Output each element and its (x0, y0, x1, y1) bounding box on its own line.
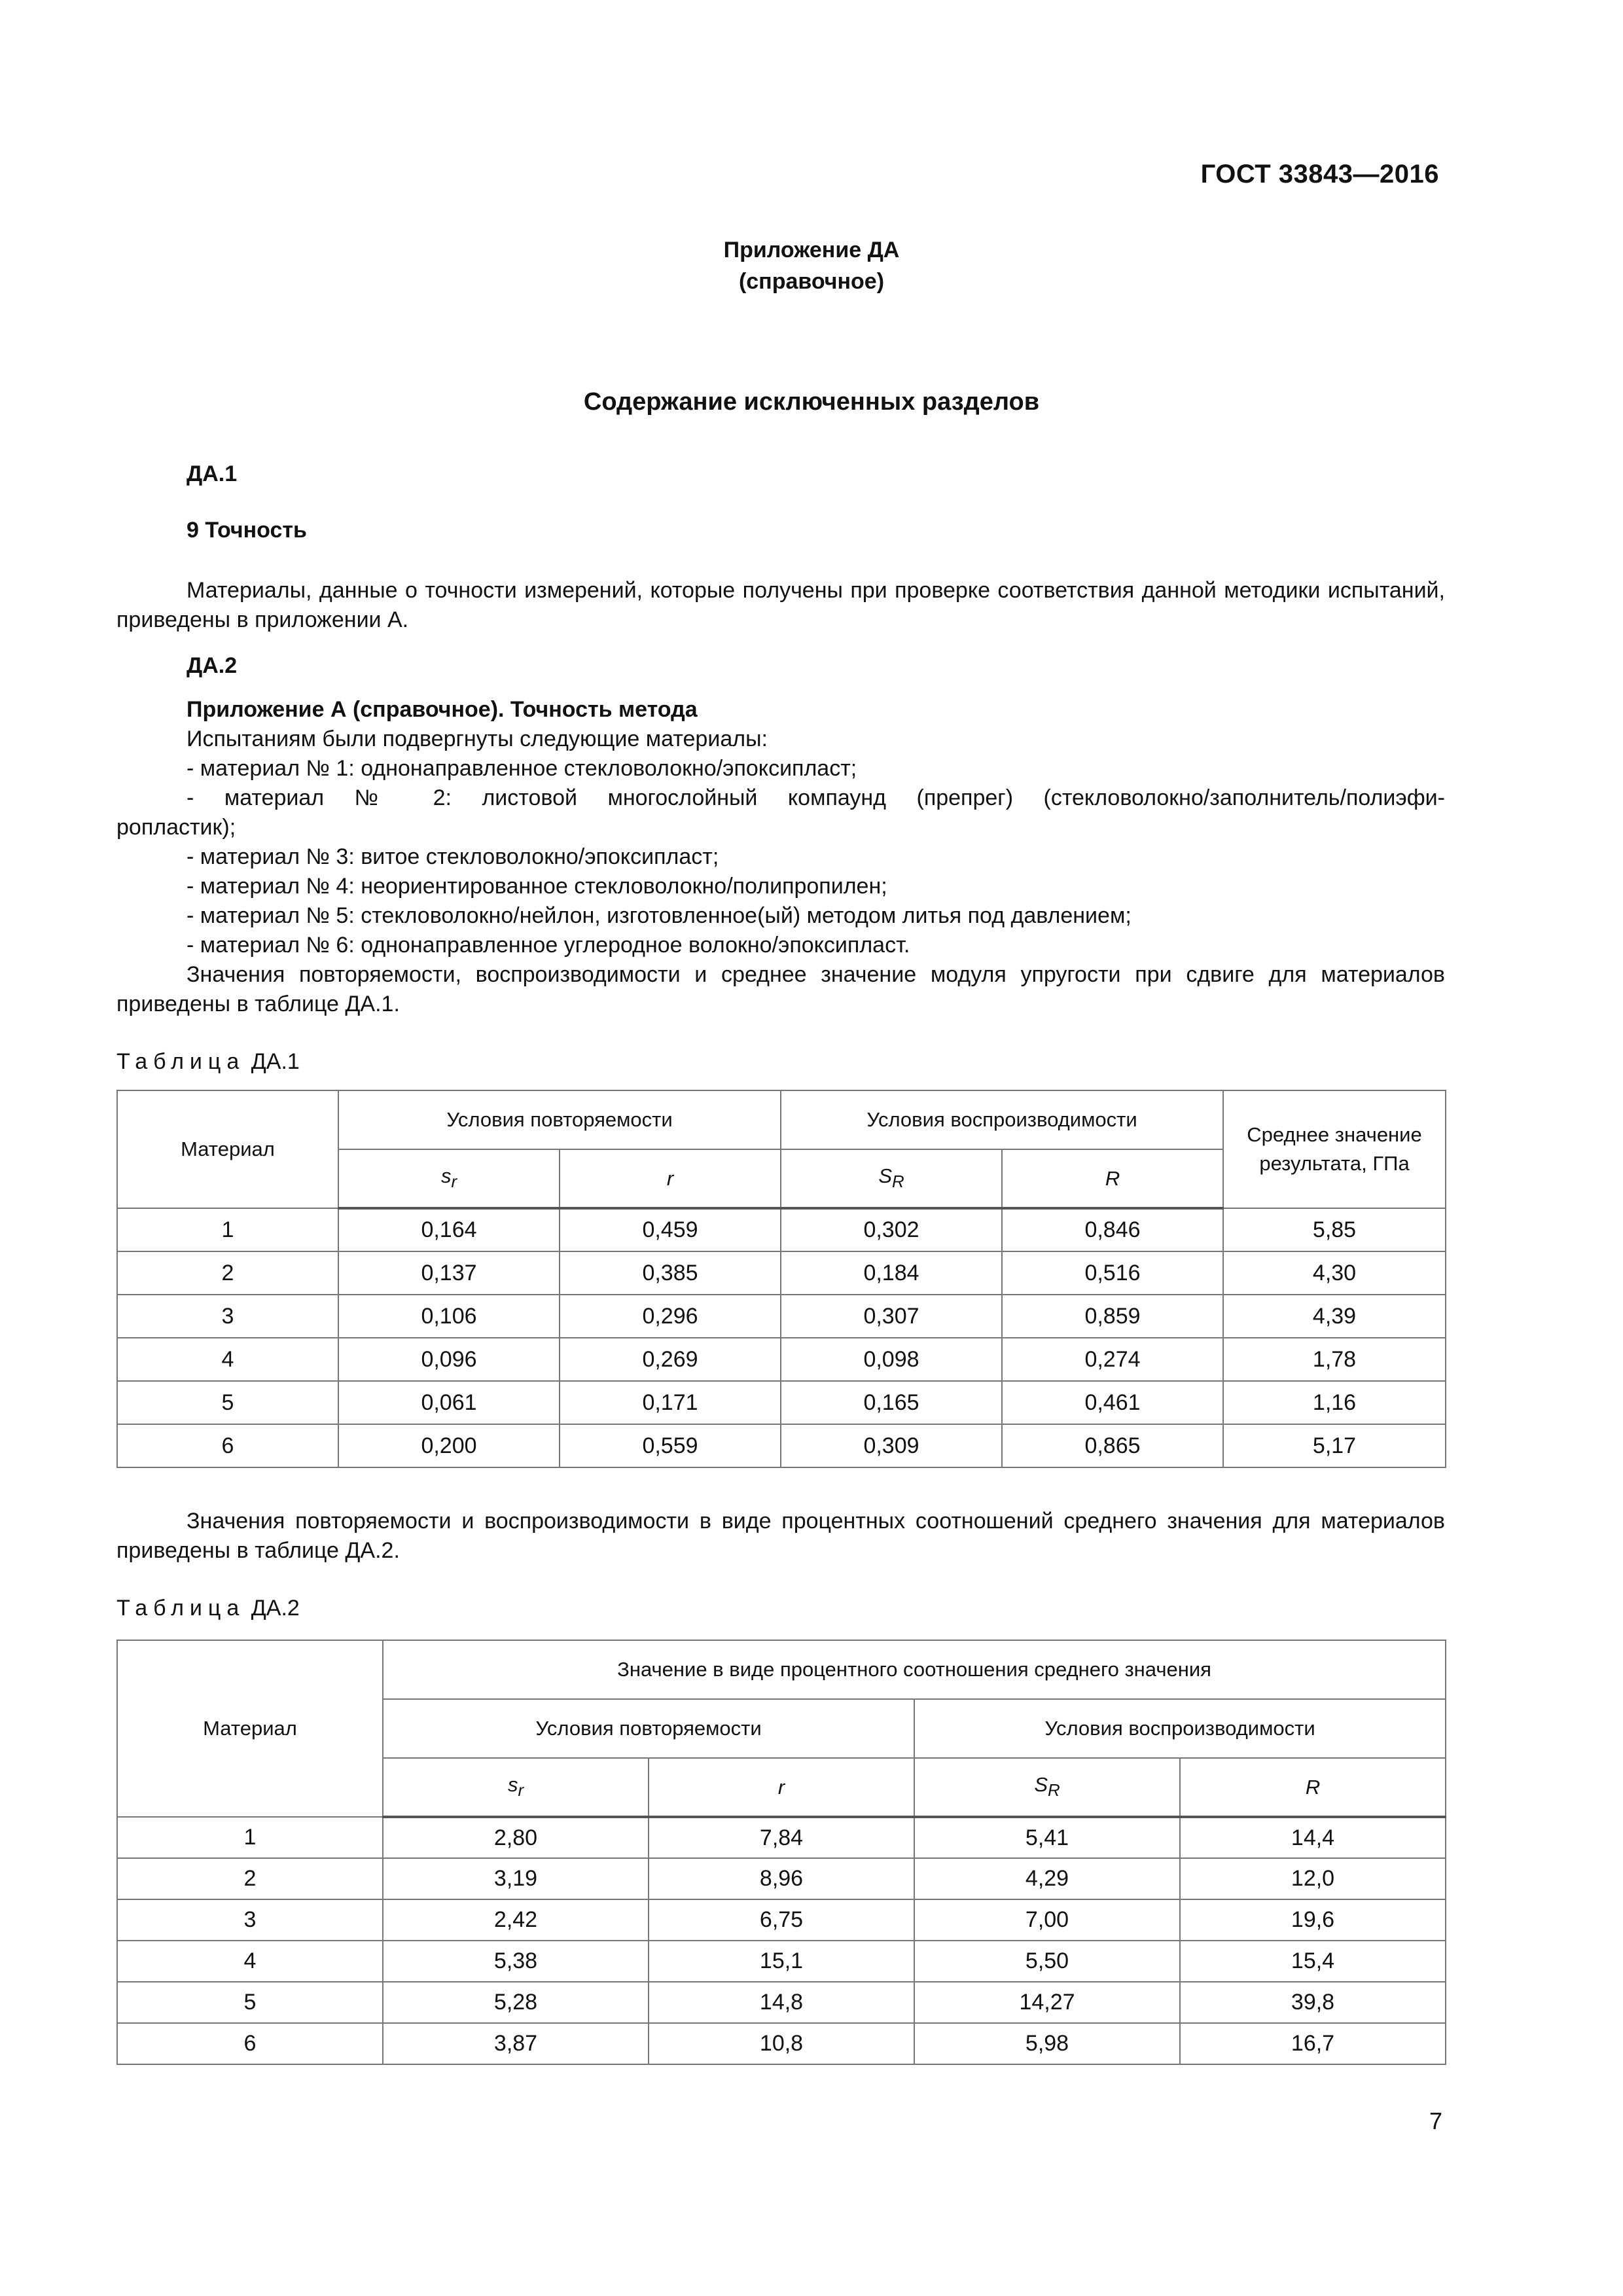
table-row (117, 1208, 1446, 1251)
value-cell: 4,29 (914, 1858, 1180, 1899)
table1-body (117, 1208, 1446, 1467)
value-cell: 0,165 (781, 1381, 1002, 1424)
standard-number: ГОСТ 33843—2016 (1200, 160, 1439, 188)
value-cell: 0,137 (338, 1251, 560, 1295)
table1-header-row-1 (117, 1090, 1446, 1149)
table2-header-r: r (649, 1758, 914, 1817)
table1-header-sr (338, 1149, 560, 1208)
table2-body (117, 1817, 1446, 2064)
value-cell: 5,28 (383, 1982, 649, 2023)
sr-subscript: r (451, 1173, 457, 1192)
value-cell: 3,19 (383, 1858, 649, 1899)
page-number: 7 (1429, 2108, 1442, 2134)
value-cell: 0,171 (560, 1381, 781, 1424)
value-cell: 0,274 (1002, 1338, 1223, 1381)
table-row (117, 1982, 1446, 2023)
value-cell: 0,302 (781, 1208, 1002, 1251)
value-cell: 0,098 (781, 1338, 1002, 1381)
value-cell: 6,75 (649, 1899, 914, 1941)
value-cell: 4,39 (1223, 1295, 1446, 1338)
value-cell: 5,50 (914, 1941, 1180, 1982)
material-item-4: - материал № 4: неориентированное стекловолокно/полипропилен; (187, 874, 887, 899)
value-cell: 2,42 (383, 1899, 649, 1941)
table-row (117, 1941, 1446, 1982)
material-item-2: - материал № 2: листовой многослойный компаунд (препрег) (стекловолокно/заполнитель/полиэфи- (187, 785, 1445, 810)
material-cell: 4 (117, 1941, 383, 1982)
SR-symbol: S (1034, 1773, 1048, 1797)
material-cell: 3 (117, 1295, 338, 1338)
SR-subscript: R (892, 1173, 904, 1192)
value-cell: 5,41 (914, 1817, 1180, 1858)
table2-header-R: R (1180, 1758, 1446, 1817)
table2-header-row-1 (117, 1640, 1446, 1699)
material-item-6: - материал № 6: однонаправленное углеродное волокно/эпоксипласт. (187, 933, 910, 958)
value-cell: 3,87 (383, 2023, 649, 2064)
material-item-5: - материал № 5: стекловолокно/нейлон, изготовленное(ый) методом литья под давлением; (187, 903, 1132, 928)
table1-header-material: Материал (117, 1090, 338, 1208)
value-cell: 7,00 (914, 1899, 1180, 1941)
material-cell: 1 (117, 1208, 338, 1251)
value-cell: 8,96 (649, 1858, 914, 1899)
da1-heading: 9 Точность (187, 518, 307, 543)
SR-subscript: R (1048, 1782, 1060, 1801)
value-cell: 16,7 (1180, 2023, 1446, 2064)
table2-header-reproducibility: Условия воспроизводимости (914, 1699, 1446, 1758)
value-cell: 0,559 (560, 1424, 781, 1467)
value-cell: 0,461 (1002, 1381, 1223, 1424)
sr-subscript: r (518, 1782, 524, 1801)
value-cell: 2,80 (383, 1817, 649, 1858)
table-row (117, 1424, 1446, 1467)
value-cell: 0,200 (338, 1424, 560, 1467)
material-item-2-cont: ропластик); (116, 815, 236, 840)
value-cell: 14,4 (1180, 1817, 1446, 1858)
value-cell: 0,061 (338, 1381, 560, 1424)
table1-header-reproducibility: Условия воспроизводимости (781, 1090, 1223, 1149)
value-cell: 0,307 (781, 1295, 1002, 1338)
table2-header-material: Материал (117, 1640, 383, 1817)
annex-title: Приложение ДА (723, 238, 900, 262)
value-cell: 5,85 (1223, 1208, 1446, 1251)
table2-header-SR (914, 1758, 1180, 1817)
value-cell: 1,16 (1223, 1381, 1446, 1424)
value-cell: 0,106 (338, 1295, 560, 1338)
value-cell: 14,8 (649, 1982, 914, 2023)
da2-intro: Испытаниям были подвергнуты следующие материалы: (187, 726, 768, 751)
da2-label: ДА.2 (187, 653, 238, 678)
da2-body (116, 695, 1445, 1019)
table1-header-SR (781, 1149, 1002, 1208)
value-cell: 0,865 (1002, 1424, 1223, 1467)
table1-caption-word: Таблица (116, 1049, 245, 1074)
table1-caption-number: ДА.1 (251, 1049, 300, 1074)
section-title: Содержание исключенных разделов (583, 388, 1040, 416)
table-row (117, 1251, 1446, 1295)
table-row (117, 1338, 1446, 1381)
material-item-1: - материал № 1: однонаправленное стекловолокно/эпоксипласт; (187, 756, 857, 781)
value-cell: 0,296 (560, 1295, 781, 1338)
SR-symbol: S (878, 1164, 893, 1188)
value-cell: 5,17 (1223, 1424, 1446, 1467)
material-cell: 4 (117, 1338, 338, 1381)
table1-header-r: r (560, 1149, 781, 1208)
table2-header-percent: Значение в виде процентного соотношения среднего значения (383, 1640, 1446, 1699)
sr-symbol: s (440, 1164, 452, 1188)
value-cell: 0,859 (1002, 1295, 1223, 1338)
da2-closing: Значения повторяемости, воспроизводимости и среднее значение модуля упругости при сдвиге для материалов приведены в таблице ДА.1. (116, 962, 1445, 1016)
value-cell: 0,309 (781, 1424, 1002, 1467)
value-cell: 7,84 (649, 1817, 914, 1858)
value-cell: 15,4 (1180, 1941, 1446, 1982)
value-cell: 19,6 (1180, 1899, 1446, 1941)
value-cell: 0,096 (338, 1338, 560, 1381)
da1-text: Материалы, данные о точности измерений, которые получены при проверке соответствия данной методики испытаний, приведены в приложении А. (116, 578, 1445, 632)
value-cell: 10,8 (649, 2023, 914, 2064)
value-cell: 0,846 (1002, 1208, 1223, 1251)
material-item-3: - материал № 3: витое стекловолокно/эпоксипласт; (187, 844, 719, 869)
table-row (117, 1899, 1446, 1941)
value-cell: 0,164 (338, 1208, 560, 1251)
value-cell: 0,269 (560, 1338, 781, 1381)
value-cell: 0,516 (1002, 1251, 1223, 1295)
value-cell: 5,98 (914, 2023, 1180, 2064)
table2-header-sr (383, 1758, 649, 1817)
table1-header-mean: Среднее значение результата, ГПа (1223, 1090, 1446, 1208)
value-cell: 1,78 (1223, 1338, 1446, 1381)
table2-header-repeatability: Условия повторяемости (383, 1699, 914, 1758)
da1-label: ДА.1 (187, 461, 238, 486)
material-cell: 6 (117, 1424, 338, 1467)
table1-header-repeatability: Условия повторяемости (338, 1090, 781, 1149)
table-row (117, 1295, 1446, 1338)
material-cell: 3 (117, 1899, 383, 1941)
material-cell: 2 (117, 1858, 383, 1899)
material-cell: 6 (117, 2023, 383, 2064)
table2-caption-number: ДА.2 (251, 1596, 300, 1621)
value-cell: 0,184 (781, 1251, 1002, 1295)
annex-heading (0, 234, 1623, 297)
value-cell: 15,1 (649, 1941, 914, 1982)
between-text: Значения повторяемости и воспроизводимости в виде процентных соотношений среднего значения для материалов приведены в таблице ДА.2. (116, 1509, 1445, 1563)
value-cell: 5,38 (383, 1941, 649, 1982)
annex-subtitle: (справочное) (738, 269, 885, 294)
table-row (117, 1858, 1446, 1899)
da2-heading: Приложение А (справочное). Точность метода (187, 697, 698, 722)
sr-symbol: s (507, 1773, 518, 1797)
value-cell: 0,459 (560, 1208, 781, 1251)
table-row (117, 1817, 1446, 1858)
table2-caption-word: Таблица (116, 1596, 245, 1621)
table-row (117, 2023, 1446, 2064)
table-da1 (116, 1090, 1446, 1468)
value-cell: 0,385 (560, 1251, 781, 1295)
material-cell: 5 (117, 1982, 383, 2023)
table1-caption (116, 1049, 300, 1075)
material-cell: 2 (117, 1251, 338, 1295)
table1-header-R: R (1002, 1149, 1223, 1208)
value-cell: 14,27 (914, 1982, 1180, 2023)
material-cell: 1 (117, 1817, 383, 1858)
value-cell: 39,8 (1180, 1982, 1446, 2023)
table-da2 (116, 1640, 1446, 2065)
value-cell: 12,0 (1180, 1858, 1446, 1899)
value-cell: 4,30 (1223, 1251, 1446, 1295)
table2-caption (116, 1596, 300, 1621)
material-cell: 5 (117, 1381, 338, 1424)
table-row (117, 1381, 1446, 1424)
